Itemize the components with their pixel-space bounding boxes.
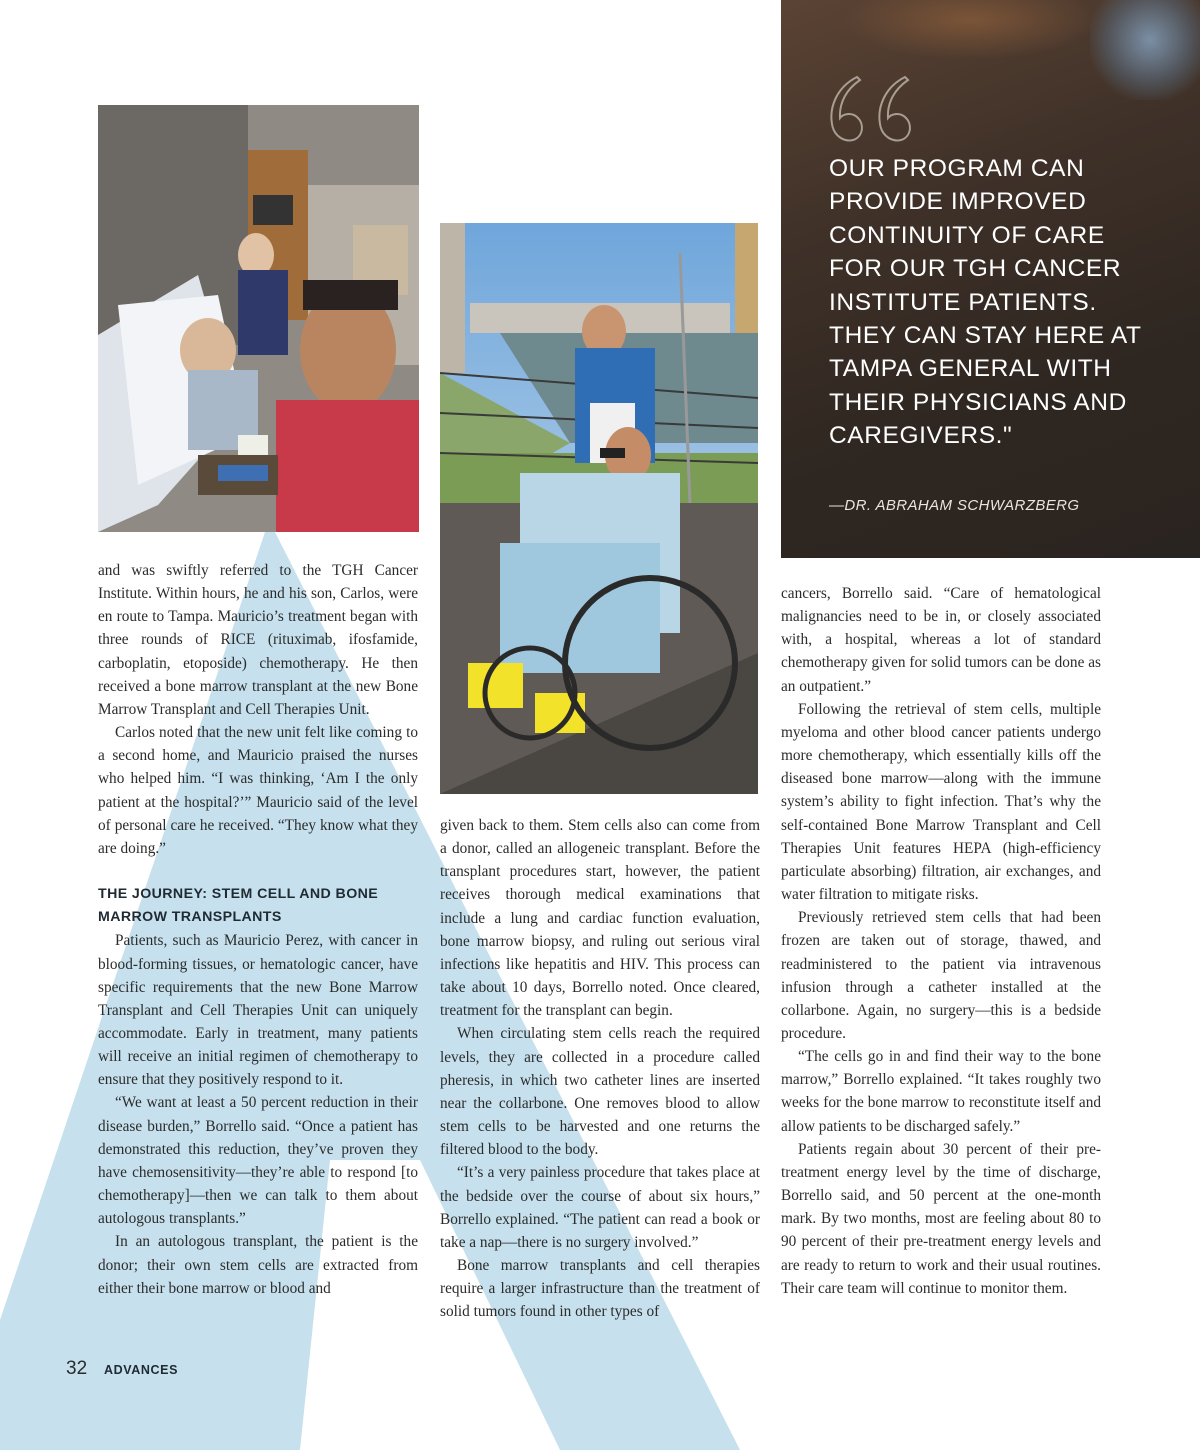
paragraph: cancers, Borrello said. “Care of hematological malignancies need to be in, or closely associated with, a hospital, whereas a lot of standard chemotherapy given for solid tumors can be done as an outpatient.” — [781, 585, 1101, 695]
paragraph: and was swiftly referred to the TGH Cancer Institute. Within hours, he and his son, Carlos, were en route to Tampa. Mauricio’s treatment began with three rounds of RICE (rituximab, ifosfamide, carboplatin, etoposide) chemotherapy. He then received a bone marrow transplant at the new Bone Marrow Transplant and Cell Therapies Unit. — [98, 562, 418, 718]
hospital-room-photo — [98, 105, 419, 532]
paragraph: “It’s a very painless procedure that takes place at the bedside over the course of about six hours,” Borrello explained. “The patient can read a book or take a nap—there is no surgery involved.” — [440, 1164, 760, 1251]
article-column-1 — [98, 559, 418, 1300]
publication-name: ADVANCES — [104, 1363, 179, 1377]
paragraph: Patients, such as Mauricio Perez, with cancer in blood-forming tissues, or hematologic cancer, have specific requirements that the new Bone Marrow Transplant and Cell Therapies Unit can uniquely accommodate. Early in treatment, many patients will receive an initial regimen of chemotherapy to ensure that they positively respond to it. — [98, 932, 418, 1089]
page-number: 32 — [66, 1358, 88, 1379]
pull-quote-panel — [781, 0, 1200, 558]
paragraph: Following the retrieval of stem cells, multiple myeloma and other blood cancer patients undergo more chemotherapy, which essentially kills off the diseased bone marrow—along with the immune system’s ability to fight infection. That’s why the self-contained Bone Marrow Transplant and Cell Therapies Unit features HEPA (high-efficiency particulate absorbing) filtration, air exchanges, and water filtration to mitigate risks. — [781, 700, 1101, 904]
article-column-2 — [440, 814, 760, 1323]
paragraph: “We want at least a 50 percent reduction in their disease burden,” Borrello said. “Once a patient has demonstrated this reduction, they’ve proven they have chemosensitivity—they’re able to respond [to chemotherapy]—then we can talk to them about autologous transplants.” — [98, 1094, 418, 1228]
section-heading: THE JOURNEY: STEM CELL AND BONE MARROW TRANSPLANTS — [98, 886, 379, 926]
paragraph: Previously retrieved stem cells that had been frozen are taken out of storage, thawed, and readministered to the patient via intravenous infusion through a catheter installed at the collarbone. Again, no surgery—this is a bedside procedure. — [781, 909, 1101, 1042]
pull-quote-attribution: —DR. ABRAHAM SCHWARZBERG — [829, 497, 1080, 514]
pull-quote-text: OUR PROGRAM CAN PROVIDE IMPROVED CONTINUITY OF CARE FOR OUR TGH CANCER INSTITUTE PATIENTS. THEY CAN STAY HERE AT TAMPA GENERAL WITH THEIR PHYSICIANS AND CAREGIVERS." — [829, 155, 1142, 450]
paragraph: In an autologous transplant, the patient is the donor; their own stem cells are extracted from either their bone marrow or blood and — [98, 1233, 418, 1297]
paragraph: Bone marrow transplants and cell therapies require a larger infrastructure than the treatment of solid tumors found in other types of — [440, 1256, 760, 1321]
paragraph: given back to them. Stem cells also can come from a donor, called an allogeneic transplant. Before the transplant procedures start, however, the patient receives thorough medical examinations that include a lung and cardiac function evaluation, bone marrow biopsy, and ruling out serious viral infections like hepatitis and HIV. This process can take about 10 days, Borrello noted. Once cleared, treatment for the transplant can begin. — [440, 817, 760, 1020]
article-column-3 — [781, 582, 1101, 1300]
paragraph: When circulating stem cells reach the required levels, they are collected in a procedure called pheresis, in which two catheter lines are inserted near the collarbone. One removes blood to allow stem cells to be harvested and one returns the filtered blood to the body. — [440, 1025, 760, 1159]
quotation-mark-icon — [827, 72, 922, 147]
paragraph: Carlos noted that the new unit felt like coming to a second home, and Mauricio praised the nurses who helped him. “I was thinking, ‘Am I the only patient at the hospital?’” Mauricio said of the level of personal care he received. “They know what they are doing.” — [98, 724, 418, 857]
paragraph: Patients regain about 30 percent of their pre-treatment energy level by the time of discharge, Borrello said, and 50 percent at the one-month mark. By two months, most are feeling about 80 to 90 percent of their pre-treatment energy levels and are ready to return to work and their usual routines. Their care team will continue to monitor them. — [781, 1140, 1101, 1297]
balcony-wheelchair-photo — [440, 223, 758, 794]
paragraph: “The cells go in and find their way to the bone marrow,” Borrello explained. “It takes roughly two weeks for the bone marrow to reconstitute itself and allow patients to be discharged safely.” — [781, 1048, 1101, 1135]
